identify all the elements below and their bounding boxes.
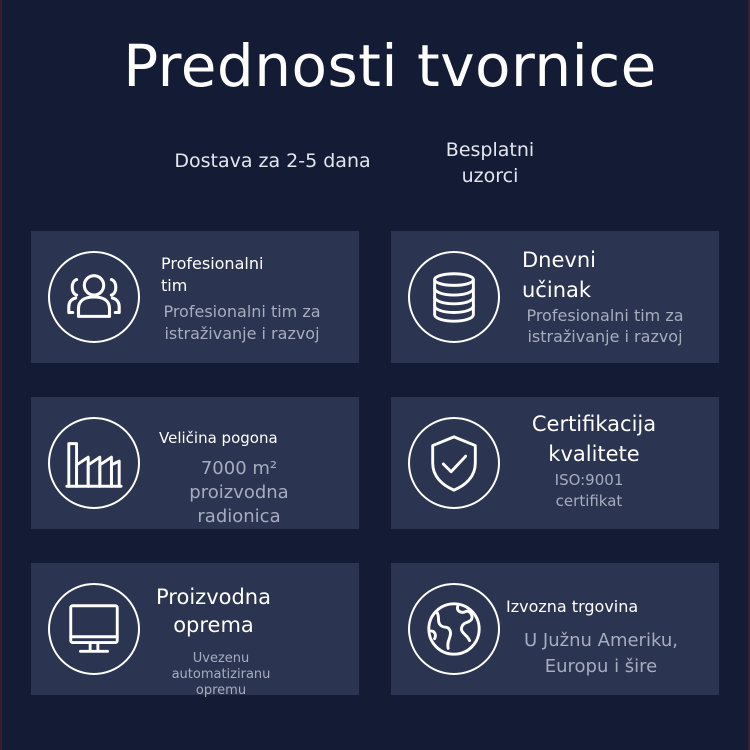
card-description: Uvezenu automatiziranu opremu (171, 651, 271, 698)
shield-check-icon (408, 417, 500, 509)
card-description: 7000 m² proizvodna radionica (189, 458, 289, 527)
card-title: Izvozna trgovina (506, 597, 639, 616)
card-title: Certifikacija kvalitete (531, 412, 657, 466)
card-title: Profesionalni tim (161, 254, 264, 295)
free-samples-text: Besplatni uzorci (445, 139, 535, 187)
card-description: Profesionalni tim za istraživanje i razvoj (526, 306, 684, 346)
feature-card-output (391, 231, 719, 363)
feature-card-factory (31, 397, 359, 529)
coin-stack-icon (408, 251, 500, 343)
monitor-icon (48, 583, 140, 675)
feature-card-equipment (31, 563, 359, 698)
team-icon (48, 251, 140, 343)
card-description: Profesionalni tim za istraživanje i razvoj (163, 302, 321, 343)
feature-card-export (391, 563, 719, 695)
card-title: Dnevni učinak (522, 248, 596, 302)
card-description: ISO:9001 certifikat (554, 471, 624, 510)
card-title: Veličina pogona (159, 429, 278, 447)
card-title: Proizvodna oprema (156, 585, 271, 637)
globe-icon (408, 583, 500, 675)
feature-card-team (31, 231, 359, 363)
factory-icon (48, 417, 140, 509)
page-title: Prednosti tvornice (123, 32, 657, 100)
card-description: U Južnu Ameriku, Europu i šire (524, 630, 678, 677)
delivery-text: Dostava za 2-5 dana (174, 150, 371, 172)
feature-card-certification (391, 397, 719, 529)
